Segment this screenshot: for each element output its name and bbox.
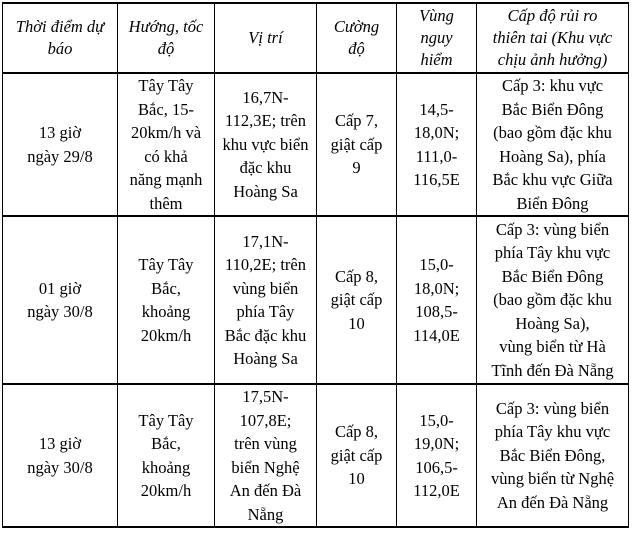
col-header-danger-zone: Vùng nguy hiểm — [397, 3, 477, 73]
cell-forecast-time: 13 giờ ngày 30/8 — [3, 384, 118, 527]
cell-risk-level: Cấp 3: khu vực Bắc Biển Đông (bao gồm đặc khu Hoàng Sa), phía Bắc khu vực Giữa Biển Đông — [477, 73, 629, 216]
typhoon-forecast-table — [2, 2, 629, 528]
col-header-position: Vị trí — [215, 3, 317, 73]
cell-danger-zone: 15,0- 18,0N; 108,5- 114,0E — [397, 216, 477, 384]
cell-intensity: Cấp 7, giật cấp 9 — [317, 73, 397, 216]
col-header-direction-speed: Hướng, tốc độ — [118, 3, 215, 73]
cell-direction-speed: Tây Tây Bắc, 15- 20km/h và có khả năng mạnh thêm — [118, 73, 215, 216]
cell-position: 16,7N- 112,3E; trên khu vực biển đặc khu Hoàng Sa — [215, 73, 317, 216]
forecast-row-1 — [3, 73, 629, 216]
cell-danger-zone: 14,5- 18,0N; 111,0- 116,5E — [397, 73, 477, 216]
forecast-row-2 — [3, 216, 629, 384]
col-header-intensity: Cường độ — [317, 3, 397, 73]
cell-position: 17,1N- 110,2E; trên vùng biển phía Tây Bắc đặc khu Hoàng Sa — [215, 216, 317, 384]
cell-risk-level: Cấp 3: vùng biển phía Tây khu vực Bắc Biển Đông (bao gồm đặc khu Hoàng Sa), vùng biển từ Hà Tĩnh đến Đà Nẵng — [477, 216, 629, 384]
cell-direction-speed: Tây Tây Bắc, khoảng 20km/h — [118, 216, 215, 384]
cell-direction-speed: Tây Tây Bắc, khoảng 20km/h — [118, 384, 215, 527]
cell-position: 17,5N- 107,8E; trên vùng biển Nghệ An đến Đà Nẵng — [215, 384, 317, 527]
col-header-forecast-time: Thời điểm dự báo — [3, 3, 118, 73]
cell-intensity: Cấp 8, giật cấp 10 — [317, 216, 397, 384]
forecast-row-3 — [3, 384, 629, 527]
cell-forecast-time: 13 giờ ngày 29/8 — [3, 73, 118, 216]
cell-risk-level: Cấp 3: vùng biển phía Tây khu vực Bắc Biển Đông, vùng biển từ Nghệ An đến Đà Nẵng — [477, 384, 629, 527]
cell-intensity: Cấp 8, giật cấp 10 — [317, 384, 397, 527]
header-row — [3, 3, 629, 73]
col-header-risk-level: Cấp độ rủi ro thiên tai (Khu vực chịu ảnh hưởng) — [477, 3, 629, 73]
cell-danger-zone: 15,0- 19,0N; 106,5- 112,0E — [397, 384, 477, 527]
cell-forecast-time: 01 giờ ngày 30/8 — [3, 216, 118, 384]
document-page — [0, 2, 632, 533]
